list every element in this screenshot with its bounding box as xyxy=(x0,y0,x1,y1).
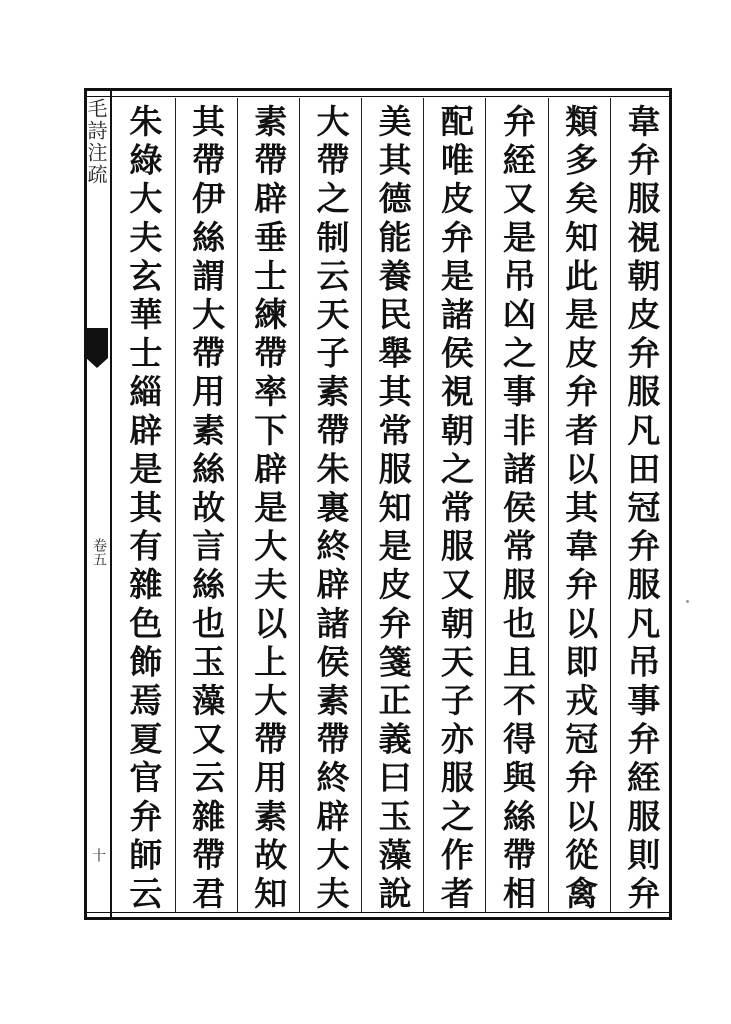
text-column xyxy=(485,98,547,915)
column-text: 類多矣知此是皮弁者以其韋弁以即戎冠弁以從禽 xyxy=(560,104,600,915)
book-title: 毛詩注疏 xyxy=(84,98,108,186)
fishtail-mark-icon xyxy=(86,328,108,358)
column-text: 其帶伊絲謂大帶用素絲故言絲也玉藻又云雜帶君 xyxy=(187,104,227,915)
column-text: 配唯皮弁是諸侯視朝之常服又朝天子亦服之作者 xyxy=(435,104,475,915)
column-text: 大帶之制云天子素帶朱裏終辟諸侯素帶終辟大夫 xyxy=(311,104,351,915)
column-text: 美其德能養民舉其常服知是皮弁箋正義曰玉藻說 xyxy=(373,104,413,915)
text-column xyxy=(361,98,423,915)
top-rule xyxy=(84,96,672,97)
paper-speck xyxy=(686,600,689,603)
text-columns xyxy=(112,98,672,915)
text-column xyxy=(423,98,485,915)
chapter-label: 卷五 xyxy=(91,538,107,566)
center-margin-strip xyxy=(84,88,112,920)
text-column xyxy=(237,98,299,915)
page-number: 十 xyxy=(90,848,106,862)
column-text: 弁絰又是吊凶之事非諸侯常服也且不得與絲帶相 xyxy=(498,104,538,915)
column-text: 韋弁服視朝皮弁服凡田冠弁服凡吊事弁絰服則弁 xyxy=(622,104,662,915)
text-column xyxy=(112,98,174,915)
text-column xyxy=(299,98,361,915)
text-column xyxy=(548,98,610,915)
column-text: 朱綠大夫玄華士緇辟是其有雜色飾焉夏官弁師云 xyxy=(124,104,164,915)
text-column xyxy=(175,98,237,915)
text-column xyxy=(610,98,672,915)
column-text: 素帶辟垂士練帶率下辟是大夫以上大帶用素故知 xyxy=(249,104,289,915)
